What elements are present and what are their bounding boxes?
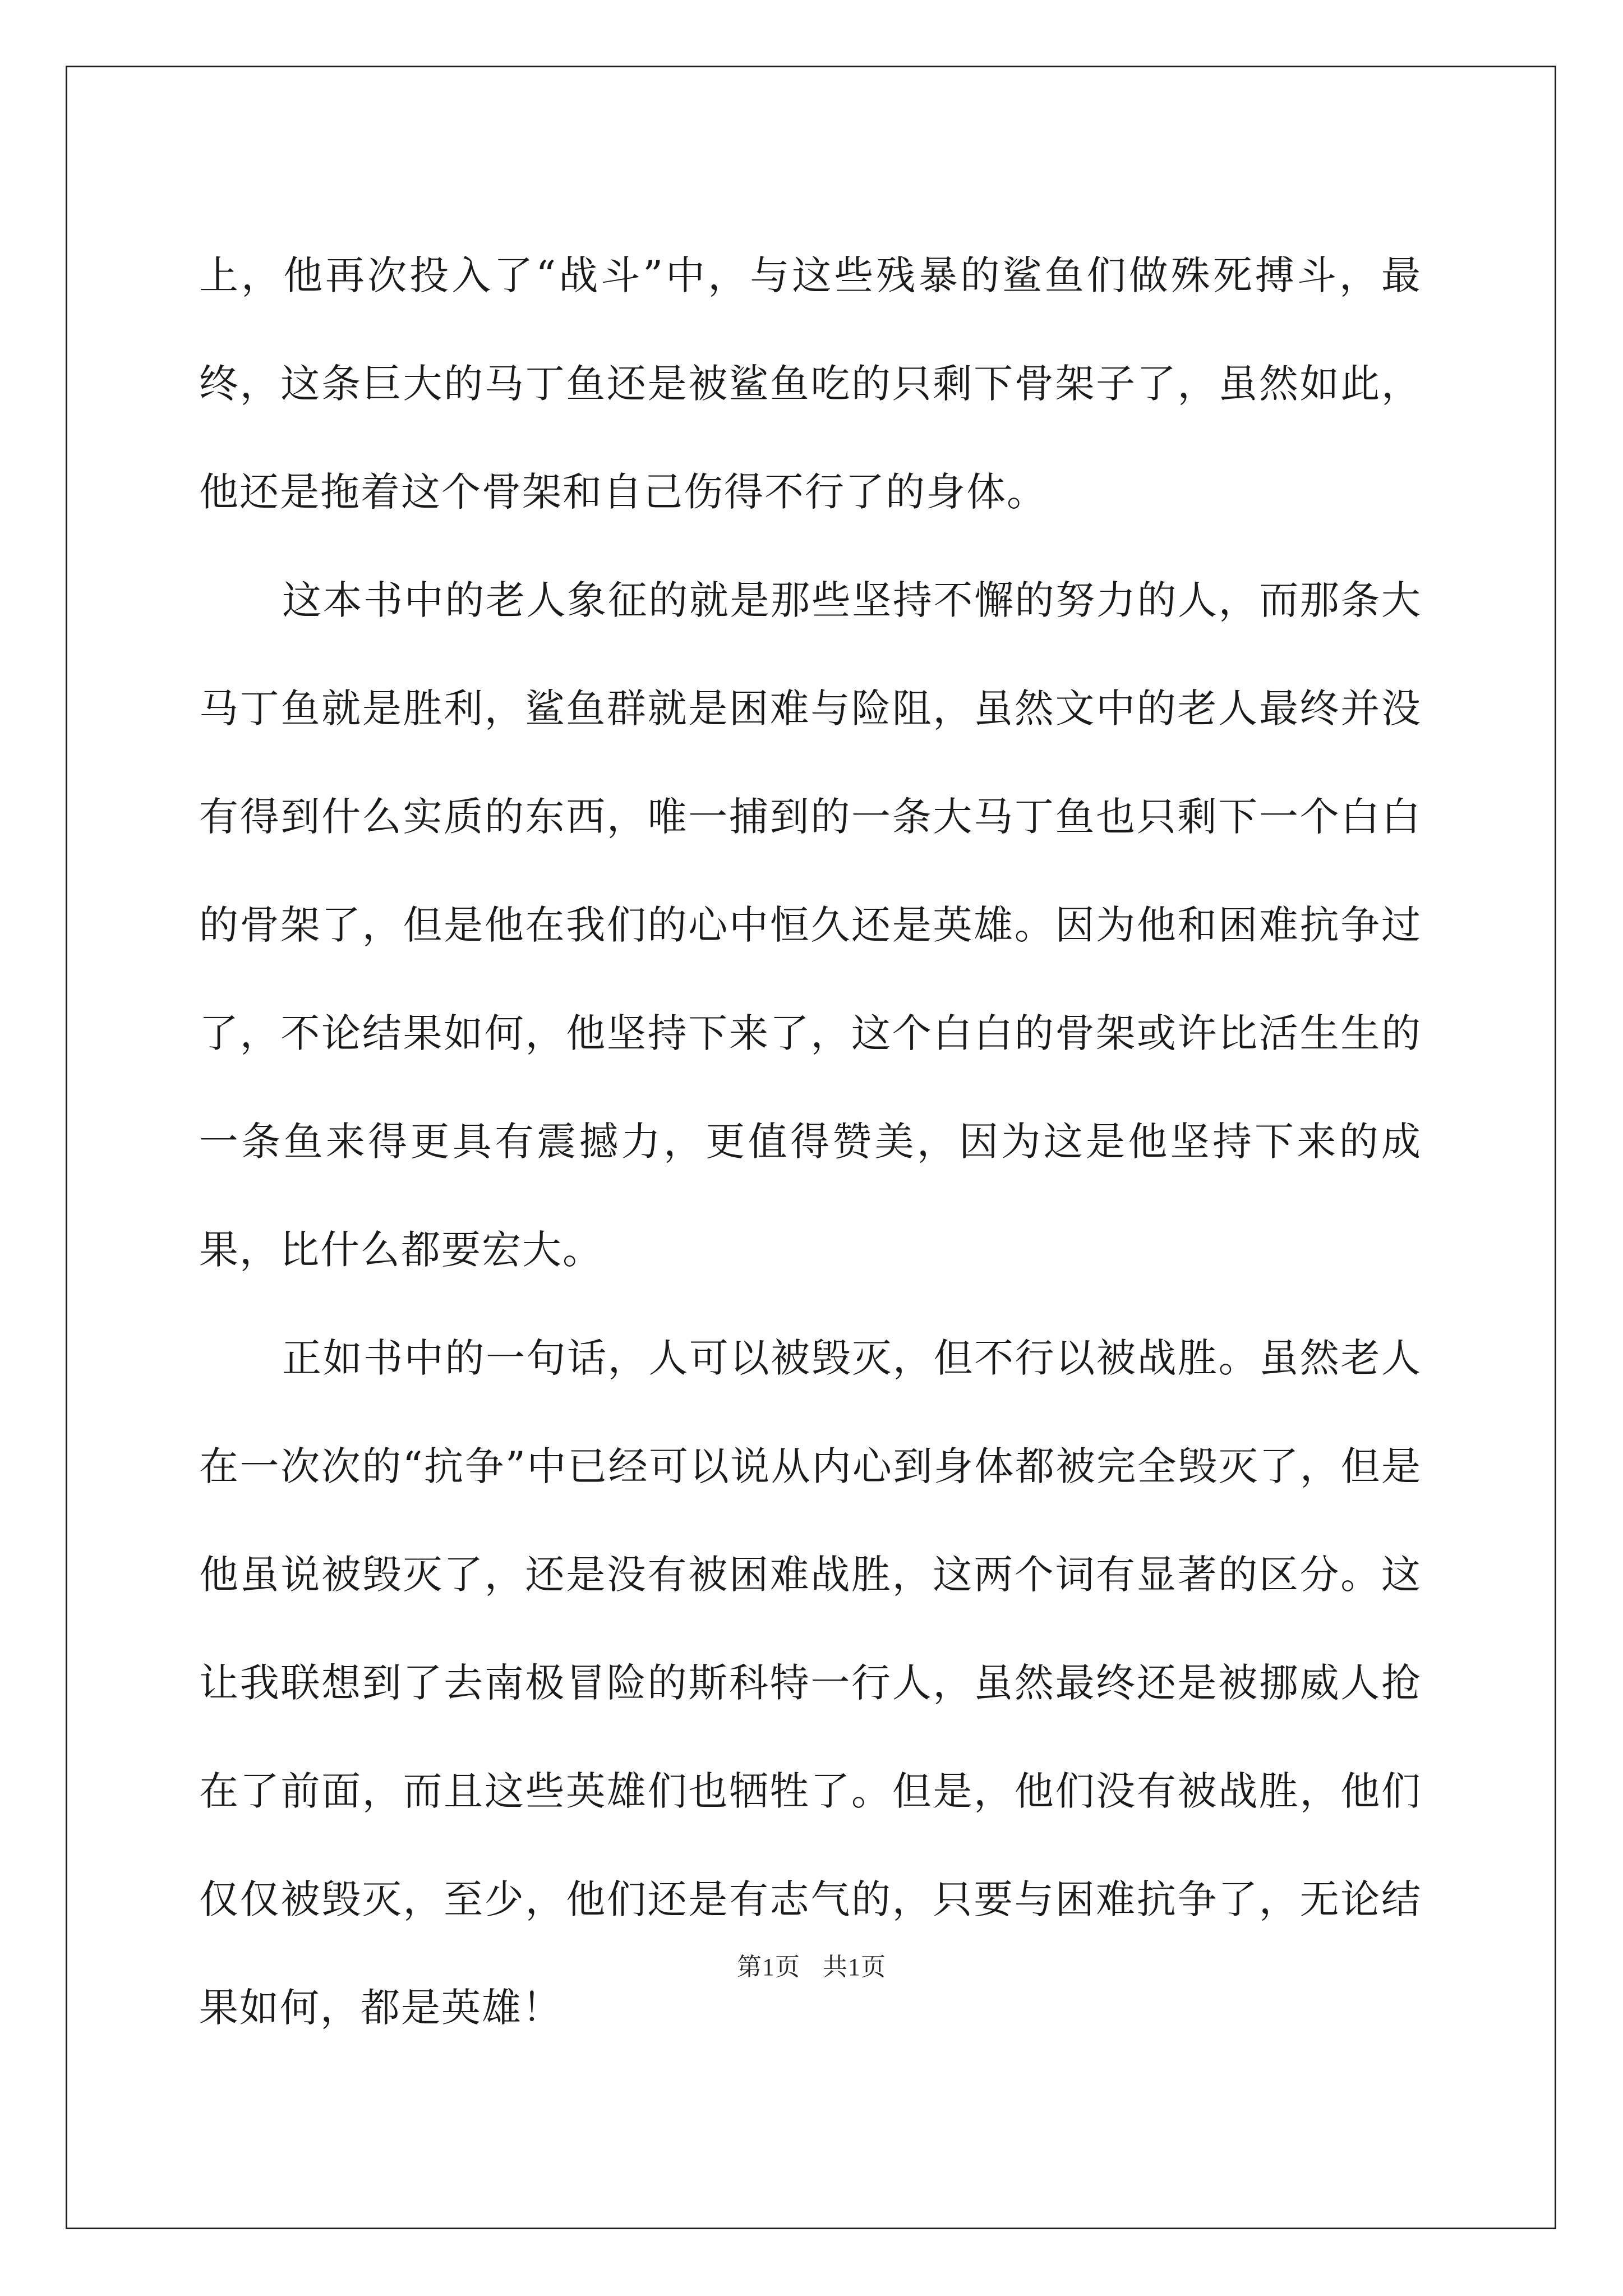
page-count: 共1页 (823, 1953, 886, 1981)
paragraph-continuation: 上，他再次投入了“战斗”中，与这些残暴的鲨鱼们做殊死搏斗，最终，这条巨大的马丁鱼还是被鲨鱼吃的只剩下骨架子了，虽然如此，他还是拖着这个骨架和自己伤得不行了的身体。 (199, 252, 1422, 515)
page-number: 第1页 (737, 1953, 800, 1981)
paragraph: 正如书中的一句话，人可以被毁灭，但不行以被战胜。虽然老人在一次次的“抗争”中已经可以说从内心到身体都被完全毁灭了，但是他虽说被毁灭了，还是没有被困难战胜，这两个词有显著的区分。这让我联想到了去南极冒险的斯科特一行人，虽然最终还是被挪威人抢在了前面，而且这些英雄们也牺牲了。但是，他们没有被战胜，他们仅仅被毁灭，至少，他们还是有志气的，只要与困难抗争了，无论结果如何，都是英雄！ (199, 1335, 1422, 2031)
paragraph: 这本书中的老人象征的就是那些坚持不懈的努力的人，而那条大马丁鱼就是胜利，鲨鱼群就是困难与险阻，虽然文中的老人最终并没有得到什么实质的东西，唯一捕到的一条大马丁鱼也只剩下一个白白的骨架了，但是他在我们的心中恒久还是英雄。因为他和困难抗争过了，不论结果如何，他坚持下来了，这个白白的骨架或许比活生生的一条鱼来得更具有震撼力，更值得赞美，因为这是他坚持下来的成果，比什么都要宏大。 (199, 577, 1422, 1273)
page-footer (0, 1947, 1623, 1982)
document-body (199, 222, 1422, 2062)
